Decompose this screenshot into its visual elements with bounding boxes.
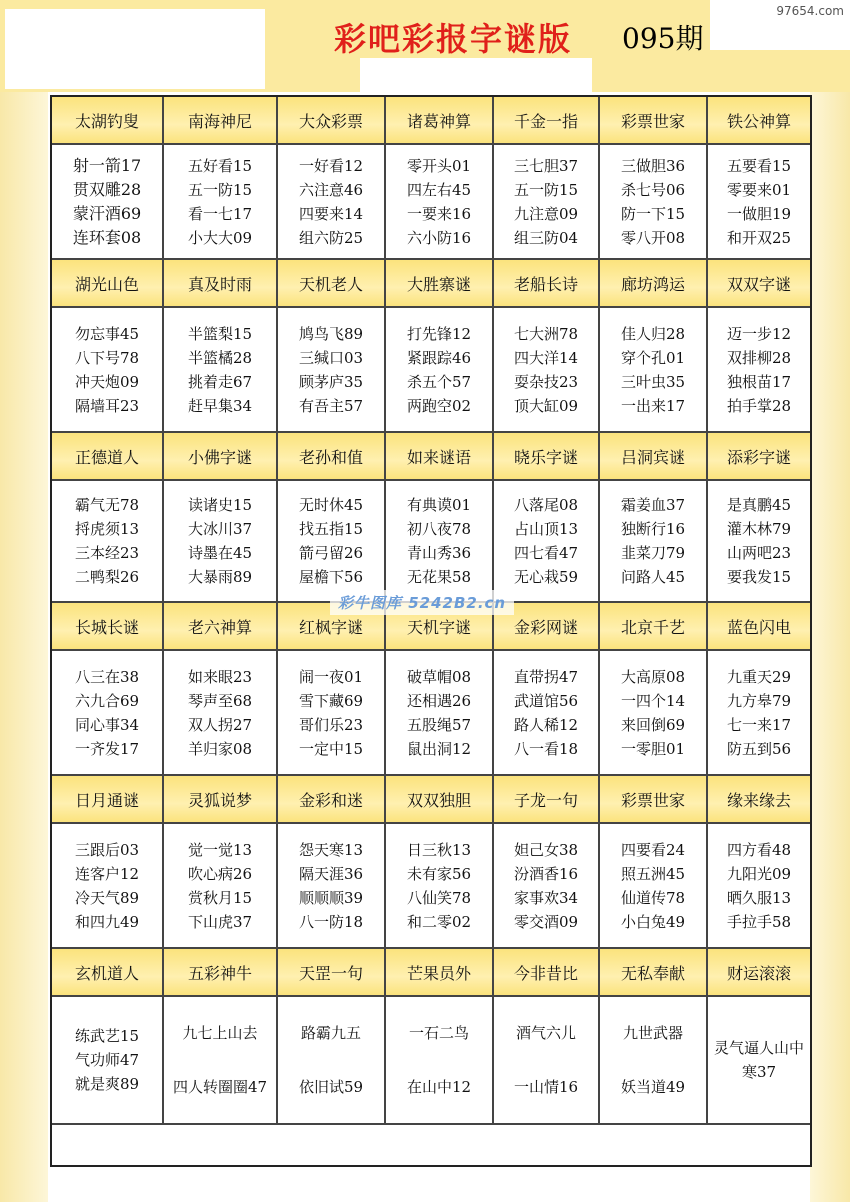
riddle-item: 捋虎须13 — [74, 520, 140, 538]
riddle-item: 八下号78 — [74, 348, 140, 367]
riddle-item: 九重天29 — [726, 667, 792, 686]
riddle-item: 大冰川37 — [187, 520, 253, 538]
riddle-item: 半篮橘28 — [187, 348, 253, 367]
riddle-item: 日三秋13 — [406, 840, 472, 859]
riddle-item: 路人稀12 — [513, 715, 579, 734]
riddle-cell — [52, 651, 164, 776]
riddle-item: 山两吧23 — [726, 544, 792, 562]
riddle-item: 三做胆36 — [620, 156, 686, 175]
riddle-item: 八仙笑78 — [406, 888, 472, 907]
riddle-cell — [52, 824, 164, 949]
column-author-header: 玄机道人 — [52, 949, 164, 997]
riddle-item: 箭弓留26 — [298, 544, 364, 562]
riddle-cell — [600, 997, 708, 1125]
riddle-item: 双人拐27 — [187, 715, 253, 734]
riddle-item: 五要看15 — [726, 156, 792, 175]
blank-patch — [360, 58, 592, 98]
riddle-item: 灌木林79 — [726, 520, 792, 538]
riddle-item: 七大洲78 — [513, 324, 579, 343]
riddle-item: 冲天炮09 — [74, 372, 140, 391]
riddle-cell — [278, 651, 386, 776]
riddle-cell — [494, 824, 600, 949]
riddle-item: 五一防15 — [513, 180, 579, 199]
riddle-cell — [164, 145, 278, 260]
riddle-item: 依旧试59 — [298, 1077, 364, 1096]
riddle-item: 勿忘事45 — [74, 324, 140, 343]
riddle-item: 怨天寒13 — [298, 840, 364, 859]
riddle-item: 一要来16 — [406, 204, 472, 223]
riddle-item: 觉一觉13 — [187, 840, 253, 859]
column-author-header: 金彩网谜 — [494, 603, 600, 651]
column-author-header: 小佛字谜 — [164, 433, 278, 481]
riddle-item: 要我发15 — [726, 568, 792, 586]
riddle-row — [52, 481, 810, 603]
riddle-cell — [52, 145, 164, 260]
riddle-item: 杀五个57 — [406, 372, 472, 391]
riddle-item: 零交酒09 — [513, 912, 579, 931]
riddle-item: 看一七17 — [187, 204, 253, 223]
riddle-item: 九方皋79 — [726, 691, 792, 710]
riddle-item: 射一箭17 — [72, 155, 142, 175]
riddle-item: 紧跟踪46 — [406, 348, 472, 367]
column-author-header: 南海神尼 — [164, 97, 278, 145]
riddle-cell — [164, 651, 278, 776]
riddle-item: 四要来14 — [298, 204, 364, 223]
riddle-cell — [386, 824, 494, 949]
column-author-header: 五彩神牛 — [164, 949, 278, 997]
riddle-item: 蒙汗酒69 — [72, 203, 142, 223]
riddle-item: 九阳光09 — [726, 864, 792, 883]
riddle-item: 一出来17 — [620, 396, 686, 415]
riddle-item: 妲己女38 — [513, 840, 579, 859]
riddle-item: 有典谟01 — [406, 496, 472, 514]
column-author-header: 大众彩票 — [278, 97, 386, 145]
right-background — [810, 0, 850, 1202]
column-author-header: 千金一指 — [494, 97, 600, 145]
riddle-item: 赏秋月15 — [187, 888, 253, 907]
riddle-item: 组六防25 — [298, 228, 364, 247]
riddle-item: 八三在38 — [74, 667, 140, 686]
riddle-cell — [52, 997, 164, 1125]
riddle-item: 照五洲45 — [620, 864, 686, 883]
riddle-cell — [164, 997, 278, 1125]
riddle-item: 三缄口03 — [298, 348, 364, 367]
riddle-cell — [708, 997, 810, 1125]
riddle-item: 有吾主57 — [298, 396, 364, 415]
column-author-header: 老六神算 — [164, 603, 278, 651]
riddle-item: 找五指15 — [298, 520, 364, 538]
riddle-item: 破草帽08 — [406, 667, 472, 686]
riddle-item: 五一防15 — [187, 180, 253, 199]
riddle-table — [50, 95, 812, 1167]
riddle-cell — [600, 308, 708, 433]
column-author-header: 添彩字谜 — [708, 433, 810, 481]
riddle-item: 晒久服13 — [726, 888, 792, 907]
riddle-item: 未有家56 — [406, 864, 472, 883]
column-author-header: 无私奉献 — [600, 949, 708, 997]
column-author-header: 廊坊鸿运 — [600, 260, 708, 308]
riddle-item: 组三防04 — [513, 228, 579, 247]
riddle-cell — [494, 997, 600, 1125]
riddle-item: 贯双雕28 — [72, 179, 142, 199]
riddle-item: 一好看12 — [298, 156, 364, 175]
riddle-item: 独根苗17 — [726, 372, 792, 391]
riddle-item: 小大大09 — [187, 228, 253, 247]
riddle-item: 大高原08 — [620, 667, 686, 686]
image-watermark: 彩牛图库 5242B2.cn — [330, 590, 514, 615]
riddle-cell — [708, 651, 810, 776]
riddle-item: 挑着走67 — [187, 372, 253, 391]
riddle-cell — [164, 824, 278, 949]
riddle-item: 和开双25 — [726, 228, 792, 247]
riddle-row — [52, 824, 810, 949]
riddle-item: 手拉手58 — [726, 912, 792, 931]
riddle-item: 鼠出洞12 — [406, 739, 472, 758]
riddle-item: 一石二鸟 — [408, 1024, 469, 1043]
riddle-item: 琴声至68 — [187, 691, 253, 710]
riddle-row — [52, 997, 810, 1125]
riddle-item: 吹心病26 — [187, 864, 253, 883]
riddle-cell — [386, 997, 494, 1125]
riddle-cell — [600, 824, 708, 949]
riddle-item: 一做胆19 — [726, 204, 792, 223]
header-row — [52, 97, 810, 145]
riddle-item: 就是爽89 — [74, 1075, 140, 1093]
riddle-cell — [494, 651, 600, 776]
riddle-item: 路霸九五 — [300, 1024, 361, 1043]
riddle-cell — [494, 308, 600, 433]
riddle-item: 是真鹏45 — [726, 496, 792, 514]
riddle-item: 杀七号06 — [620, 180, 686, 199]
riddle-item: 拍手掌28 — [726, 396, 792, 415]
column-author-header: 铁公神算 — [708, 97, 810, 145]
riddle-row — [52, 651, 810, 776]
riddle-item: 家事欢34 — [513, 888, 579, 907]
column-author-header: 天机老人 — [278, 260, 386, 308]
column-author-header: 长城长谜 — [52, 603, 164, 651]
riddle-cell — [278, 145, 386, 260]
riddle-item: 零开头01 — [406, 156, 472, 175]
column-author-header: 湖光山色 — [52, 260, 164, 308]
riddle-item: 两跑空02 — [406, 396, 472, 415]
riddle-item: 初八夜78 — [406, 520, 472, 538]
riddle-item: 七一来17 — [726, 715, 792, 734]
riddle-cell — [600, 651, 708, 776]
riddle-item: 在山中12 — [406, 1077, 472, 1096]
column-author-header: 双双独胆 — [386, 776, 494, 824]
riddle-item: 酒气六儿 — [515, 1024, 576, 1043]
riddle-cell — [708, 308, 810, 433]
riddle-item: 六小防16 — [406, 228, 472, 247]
riddle-item: 还相遇26 — [406, 691, 472, 710]
riddle-item: 零要来01 — [726, 180, 792, 199]
riddle-item: 九注意09 — [513, 204, 579, 223]
riddle-item: 二鸭梨26 — [74, 568, 140, 586]
riddle-item: 问路人45 — [620, 568, 686, 586]
riddle-item: 顶大缸09 — [513, 396, 579, 415]
riddle-item: 气功师47 — [74, 1051, 140, 1069]
riddle-item: 无时休45 — [298, 496, 364, 514]
riddle-row — [52, 308, 810, 433]
riddle-item: 三跟后03 — [74, 840, 140, 859]
column-author-header: 芒果员外 — [386, 949, 494, 997]
riddle-item: 无花果58 — [406, 568, 472, 586]
riddle-item: 哥们乐23 — [298, 715, 364, 734]
column-author-header: 老孙和值 — [278, 433, 386, 481]
riddle-item: 一山情16 — [513, 1077, 579, 1096]
header-row — [52, 776, 810, 824]
riddle-item: 九七上山去 — [182, 1024, 258, 1043]
column-author-header: 天机字谜 — [386, 603, 494, 651]
riddle-item: 双排柳28 — [726, 348, 792, 367]
riddle-item: 三叶虫35 — [620, 372, 686, 391]
riddle-cell — [708, 824, 810, 949]
riddle-item: 防五到56 — [726, 739, 792, 758]
riddle-item: 顺顺顺39 — [298, 888, 364, 907]
riddle-cell — [52, 308, 164, 433]
riddle-item: 如来眼23 — [187, 667, 253, 686]
riddle-item: 小白兔49 — [620, 912, 686, 931]
column-author-header: 如来谜语 — [386, 433, 494, 481]
column-author-header: 彩票世家 — [600, 97, 708, 145]
riddle-cell — [164, 308, 278, 433]
riddle-item: 青山秀36 — [406, 544, 472, 562]
riddle-item: 一零胆01 — [620, 739, 686, 758]
riddle-item: 一齐发17 — [74, 739, 140, 758]
riddle-item: 雪下藏69 — [298, 691, 364, 710]
riddle-row — [52, 145, 810, 260]
column-author-header: 红枫字谜 — [278, 603, 386, 651]
riddle-cell — [708, 145, 810, 260]
column-author-header: 真及时雨 — [164, 260, 278, 308]
riddle-cell — [708, 481, 810, 603]
column-author-header: 缘来缘去 — [708, 776, 810, 824]
riddle-item: 屋檐下56 — [298, 568, 364, 586]
riddle-item: 五股绳57 — [406, 715, 472, 734]
riddle-cell — [164, 481, 278, 603]
header-row — [52, 260, 810, 308]
riddle-item: 占山顶13 — [513, 520, 579, 538]
riddle-cell — [278, 481, 386, 603]
riddle-item: 下山虎37 — [187, 912, 253, 931]
column-author-header: 太湖钓叟 — [52, 97, 164, 145]
riddle-item: 九世武器 — [622, 1024, 683, 1043]
riddle-cell — [278, 997, 386, 1125]
riddle-cell — [52, 481, 164, 603]
riddle-item: 隔墙耳23 — [74, 396, 140, 415]
riddle-item: 八落尾08 — [513, 496, 579, 514]
riddle-item: 仙道传78 — [620, 888, 686, 907]
riddle-item: 无心栽59 — [513, 568, 579, 586]
riddle-item: 四人转圈圈47 — [172, 1077, 268, 1096]
riddle-item: 大暴雨89 — [187, 568, 253, 586]
column-author-header: 双双字谜 — [708, 260, 810, 308]
riddle-item: 佳人归28 — [620, 324, 686, 343]
column-author-header: 北京千艺 — [600, 603, 708, 651]
riddle-item: 八一看18 — [513, 739, 579, 758]
riddle-item: 诗墨在45 — [187, 544, 253, 562]
riddle-item: 练武艺15 — [74, 1027, 140, 1045]
riddle-cell — [386, 308, 494, 433]
riddle-cell — [278, 824, 386, 949]
riddle-item: 霜姜血37 — [620, 496, 686, 514]
column-author-header: 老船长诗 — [494, 260, 600, 308]
riddle-cell — [386, 145, 494, 260]
column-author-header: 吕洞宾谜 — [600, 433, 708, 481]
column-author-header: 天罡一句 — [278, 949, 386, 997]
riddle-item: 四大洋14 — [513, 348, 579, 367]
left-background — [0, 0, 48, 1202]
riddle-item: 和四九49 — [74, 912, 140, 931]
riddle-item: 四方看48 — [726, 840, 792, 859]
riddle-item: 顾茅庐35 — [298, 372, 364, 391]
riddle-cell — [386, 651, 494, 776]
issue-number: 095期 — [622, 22, 704, 55]
riddle-item: 独断行16 — [620, 520, 686, 538]
header-row — [52, 949, 810, 997]
riddle-item: 六九合69 — [74, 691, 140, 710]
riddle-item: 五好看15 — [187, 156, 253, 175]
riddle-item: 羊归家08 — [187, 739, 253, 758]
riddle-item: 六注意46 — [298, 180, 364, 199]
riddle-item: 武道馆56 — [513, 691, 579, 710]
riddle-item: 四要看24 — [620, 840, 686, 859]
riddle-item: 零八开08 — [620, 228, 686, 247]
riddle-item: 和二零02 — [406, 912, 472, 931]
riddle-item: 打先锋12 — [406, 324, 472, 343]
riddle-item: 防一下15 — [620, 204, 686, 223]
riddle-item: 三七胆37 — [513, 156, 579, 175]
riddle-item: 闹一夜01 — [298, 667, 364, 686]
riddle-item: 汾酒香16 — [513, 864, 579, 883]
column-author-header: 日月通谜 — [52, 776, 164, 824]
riddle-item: 读诸史15 — [187, 496, 253, 514]
riddle-item: 隔天涯36 — [298, 864, 364, 883]
riddle-item: 八一防18 — [298, 912, 364, 931]
riddle-item: 灵气逼人山中寒37 — [714, 1039, 805, 1081]
column-author-header: 子龙一句 — [494, 776, 600, 824]
site-watermark: 97654.com — [776, 4, 844, 18]
riddle-item: 同心事34 — [74, 715, 140, 734]
blank-patch — [5, 9, 265, 89]
riddle-item: 妖当道49 — [620, 1077, 686, 1096]
column-author-header: 今非昔比 — [494, 949, 600, 997]
column-author-header: 金彩和迷 — [278, 776, 386, 824]
riddle-item: 赶早集34 — [187, 396, 253, 415]
riddle-item: 霸气无78 — [74, 496, 140, 514]
riddle-item: 连环套08 — [72, 227, 142, 247]
riddle-cell — [386, 481, 494, 603]
column-author-header: 晓乐字谜 — [494, 433, 600, 481]
riddle-item: 一定中15 — [298, 739, 364, 758]
riddle-item: 来回倒69 — [620, 715, 686, 734]
column-author-header: 蓝色闪电 — [708, 603, 810, 651]
riddle-cell — [494, 145, 600, 260]
column-author-header: 彩票世家 — [600, 776, 708, 824]
riddle-cell — [278, 308, 386, 433]
column-author-header: 诸葛神算 — [386, 97, 494, 145]
column-author-header: 财运滚滚 — [708, 949, 810, 997]
riddle-item: 迈一步12 — [726, 324, 792, 343]
header-row — [52, 433, 810, 481]
column-author-header: 灵狐说梦 — [164, 776, 278, 824]
column-author-header: 大胜寨谜 — [386, 260, 494, 308]
riddle-cell — [600, 481, 708, 603]
page-title: 彩吧彩报字谜版 — [334, 20, 573, 58]
riddle-cell — [494, 481, 600, 603]
riddle-cell — [600, 145, 708, 260]
riddle-item: 半篮梨15 — [187, 324, 253, 343]
riddle-item: 冷天气89 — [74, 888, 140, 907]
riddle-item: 韭菜刀79 — [620, 544, 686, 562]
riddle-item: 四左右45 — [406, 180, 472, 199]
riddle-item: 连客户12 — [74, 864, 140, 883]
riddle-item: 耍杂技23 — [513, 372, 579, 391]
riddle-item: 鸠鸟飞89 — [298, 324, 364, 343]
riddle-item: 直带拐47 — [513, 667, 579, 686]
riddle-item: 三本经23 — [74, 544, 140, 562]
column-author-header: 正德道人 — [52, 433, 164, 481]
riddle-item: 穿个孔01 — [620, 348, 686, 367]
riddle-item: 一四个14 — [620, 691, 686, 710]
riddle-item: 四七看47 — [513, 544, 579, 562]
